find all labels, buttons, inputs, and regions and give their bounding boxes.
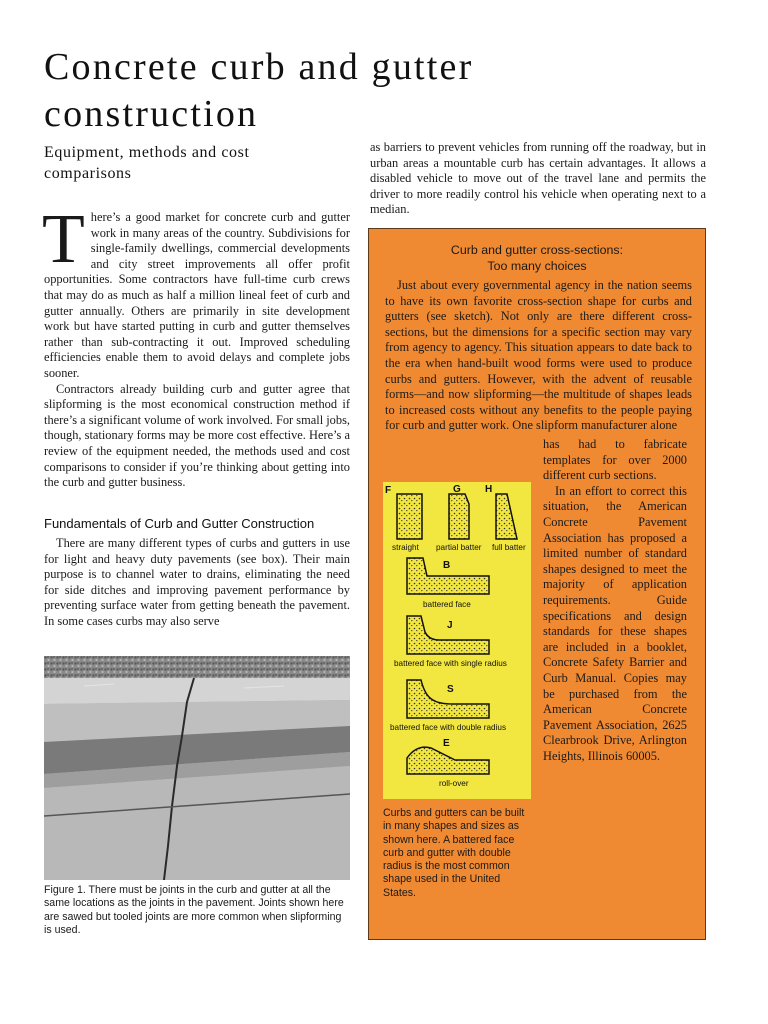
label-single-radius: battered face with single radius bbox=[394, 659, 507, 668]
figure-1-caption: Figure 1. There must be joints in the curb and gutter at all the same locations as the joints in the pavement. Joints shown here are sawed but tooled joints are more common when slipforming is used. bbox=[44, 884, 344, 937]
sidebar-paragraph-1: Just about every governmental agency in the nation seems to have its own favorite cross-section shape for curbs and gutters (see sketch). Not only are there different cross-sections, but the dimensions for a specific section may vary from agency to agency. This situation appears to date back to the era when hand-built wood forms were used to produce curbs and gutters. However, with the advent of reusable forms—and now slipforming—the multitude of shapes leads to increased costs without any benefits to the people paying for curb and gutter work. One slipform manufacturer alone bbox=[385, 278, 692, 433]
shape-h-full-batter bbox=[496, 494, 517, 539]
article-subtitle-line2: comparisons bbox=[44, 165, 132, 182]
paragraph-2: Contractors already building curb and gutter agree that slipforming is the most economical construction method if there’s a significant volume of work involved. For small jobs, though, stationary forms may be more cost effective. Here’s a review of the equipment needed, the methods used and cost comparisons to consider if you’re thinking about getting into the curb and gutter business. bbox=[44, 381, 350, 490]
label-battered-face: battered face bbox=[423, 600, 471, 609]
shape-letter-f: F bbox=[385, 485, 392, 496]
label-full-batter: full batter bbox=[492, 543, 526, 552]
article-subtitle-line1: Equipment, methods and cost bbox=[44, 144, 250, 161]
article-title bbox=[44, 44, 724, 138]
lead-paragraph bbox=[42, 201, 350, 382]
sidebar-title-line1: Curb and gutter cross-sections: bbox=[450, 243, 624, 257]
article-title-line1: Concrete curb and gutter bbox=[44, 46, 474, 88]
sidebar-body bbox=[385, 278, 692, 434]
shape-letter-e: E bbox=[443, 738, 450, 749]
fundamentals-section bbox=[44, 536, 350, 630]
label-partial-batter: partial batter bbox=[436, 543, 482, 552]
shape-e-roll-over bbox=[407, 747, 489, 774]
figure-1-photo bbox=[44, 656, 350, 880]
section-heading: Fundamentals of Curb and Gutter Construction bbox=[44, 516, 315, 531]
shape-letter-h: H bbox=[485, 484, 493, 495]
label-double-radius: battered face with double radius bbox=[390, 723, 507, 732]
curb-photo-image bbox=[44, 656, 350, 880]
fundamentals-paragraph: There are many different types of curbs and gutters in use for light and heavy duty pavements (see box). Their main purpose is to channel water to drains, eliminating the need for side ditches and improving pavement performance by preventing surface water from getting beneath the pavement. In some cases curbs may also serve bbox=[44, 536, 350, 628]
shape-letter-j: J bbox=[447, 620, 453, 631]
shape-g-partial-batter bbox=[449, 494, 469, 539]
sidebar-paragraph-1-continued: has had to fabricate templates for over 2000 different curb sections. bbox=[543, 437, 687, 483]
shape-letter-s: S bbox=[447, 684, 454, 695]
label-roll-over: roll-over bbox=[439, 779, 469, 788]
sidebar-title bbox=[369, 243, 705, 274]
diagram-caption: Curbs and gutters can be built in many shapes and sizes as shown here. A battered face curb and gutter with double radius is the most common shape used in the United States. bbox=[383, 807, 525, 899]
shape-f-straight bbox=[397, 494, 422, 539]
cross-sections-sidebar bbox=[368, 228, 706, 940]
drop-cap: T bbox=[42, 201, 85, 278]
label-straight: straight bbox=[392, 543, 419, 552]
sidebar-right-column bbox=[543, 437, 687, 764]
continued-section bbox=[370, 140, 706, 218]
continued-paragraph: as barriers to prevent vehicles from running off the roadway, but in urban areas a mountable curb has certain advantages. It allows a disabled vehicle to move out of the travel lane and permits the driver to more readily control his vehicle when operating next to a median. bbox=[370, 140, 706, 217]
sidebar-paragraph-2: In an effort to correct this situation, the American Concrete Pavement Association has proposed a limited number of standard shapes designed to meet the majority of application requirements. Guide specifications and design standards for these shapes are included in a booklet, Concrete Safety Barrier and Curb Manual. Copies may be purchased from the American Concrete Pavement Association, 2625 Clearbrook Drive, Arlington Heights, Illinois 60005. bbox=[543, 483, 687, 763]
shape-letter-g: G bbox=[453, 484, 461, 495]
article-subtitle bbox=[44, 142, 334, 184]
lead-paragraph-text: here’s a good market for concrete curb and gutter work in many areas of the country. Subdivisions for single-family dwellings, commercial developments and city street improvements all offer profit opportunities. Some contractors have full-time curb crews that may do as much as half a million lineal feet of curb and gutter annually. Others are primarily in site development work but have started putting in curb and gutter themselves rather than sub-contracting it out. Improved scheduling efficiencies enable them to avoid delays and complete jobs sooner. bbox=[44, 210, 350, 380]
article-title-line2: construction bbox=[44, 93, 259, 135]
sidebar-title-line2: Too many choices bbox=[487, 258, 587, 273]
cross-section-shapes bbox=[383, 482, 531, 799]
shape-letter-b: B bbox=[443, 560, 451, 571]
cross-section-diagram bbox=[383, 482, 531, 799]
lead-section bbox=[42, 201, 350, 491]
